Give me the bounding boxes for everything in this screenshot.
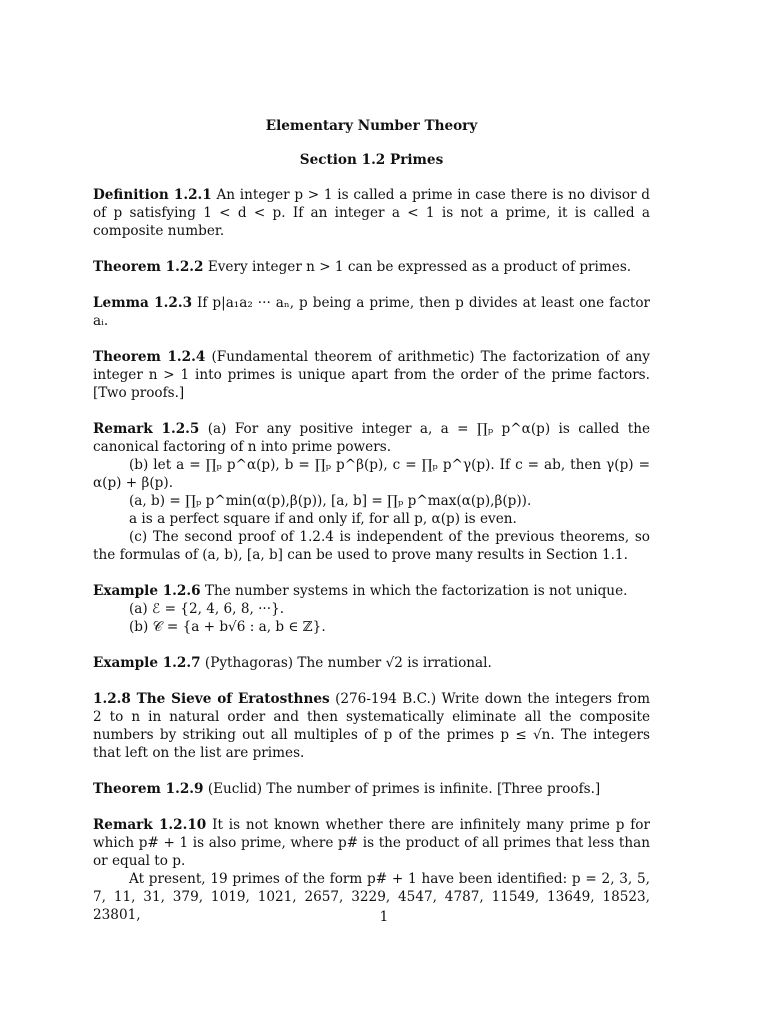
block-text: (276-194 B.C.) Write down the integers from 2 to n in natural order and then systematically eliminate all the composite numbers by striking out all multiples of p of the primes p ≤ √n. The integers that left on the list are primes. [93,691,650,761]
block-text: The number systems in which the factorization is not unique. [204,583,628,599]
block-label: Example 1.2.6 [93,583,201,599]
block-text: At present, 19 primes of the form p# + 1 have been identified: p = 2, 3, 5, 7, 11, 31, 379, 1019, 1021, 2657, 3229, 4547, 4787, 11549, 13649, 18523, 23801, [93,871,650,923]
block-label: 1.2.8 The Sieve of Eratosthnes [93,691,330,707]
example-1-2-7 [93,654,650,672]
block-text: Every integer n > 1 can be expressed as a product of primes. [207,259,632,275]
lemma-1-2-3 [93,294,650,330]
document-title: Elementary Number Theory [265,118,478,134]
definition-1-2-1 [93,186,650,240]
block-text: a is a perfect square if and only if, for all p, α(p) is even. [129,511,517,527]
block-label: Example 1.2.7 [93,655,201,671]
section-title: Section 1.2 Primes [299,152,444,168]
block-text: An integer p > 1 is called a prime in case there is no divisor d of p satisfying 1 < d < p. If an integer a < 1 is not a prime, it is called a composite number. [93,187,650,239]
block-text: It is not known whether there are infinitely many prime p for which p# + 1 is also prime, where p# is the product of all primes that less than or equal to p. [93,817,650,869]
theorem-1-2-2 [93,258,650,276]
block-text: (Fundamental theorem of arithmetic) The factorization of any integer n > 1 into primes is unique apart from the order of the prime factors. [Two proofs.] [93,349,650,401]
block-label: Lemma 1.2.3 [93,295,193,311]
block-label: Theorem 1.2.2 [93,259,204,275]
block-label: Remark 1.2.5 [93,421,200,437]
remark-1-2-5 [93,420,650,564]
example-1-2-6 [93,582,650,636]
sieve-1-2-8 [93,690,650,762]
theorem-1-2-4 [93,348,650,402]
block-text: If p|a₁a₂ ··· aₙ, p being a prime, then p divides at least one factor aᵢ. [93,295,650,329]
block-text: (a, b) = ∏ₚ p^min(α(p),β(p)), [a, b] = ∏ₚ p^max(α(p),β(p)). [129,493,532,509]
page-number: 1 [379,909,389,925]
block-label: Definition 1.2.1 [93,187,212,203]
block-text: (c) The second proof of 1.2.4 is independent of the previous theorems, so the formulas of (a, b), [a, b] can be used to prove many results in Section 1.1. [93,529,650,563]
block-label: Remark 1.2.10 [93,817,207,833]
block-text: (a) For any positive integer a, a = ∏ₚ p^α(p) is called the canonical factoring of n into prime powers. [93,421,651,455]
block-text: (a) ℰ = {2, 4, 6, 8, ···}. [129,601,285,617]
page-content [93,114,650,924]
block-text: (b) let a = ∏ₚ p^α(p), b = ∏ₚ p^β(p), c = ∏ₚ p^γ(p). If c = ab, then γ(p) = α(p) + β(p). [93,457,650,491]
block-label: Theorem 1.2.4 [93,349,206,365]
block-text: (Pythagoras) The number √2 is irrational. [204,655,492,671]
theorem-1-2-9 [93,780,650,798]
block-text: (b) 𝒞 = {a + b√6 : a, b ∈ ℤ}. [129,619,326,635]
block-text: (Euclid) The number of primes is infinite. [Three proofs.] [207,781,601,797]
block-label: Theorem 1.2.9 [93,781,204,797]
